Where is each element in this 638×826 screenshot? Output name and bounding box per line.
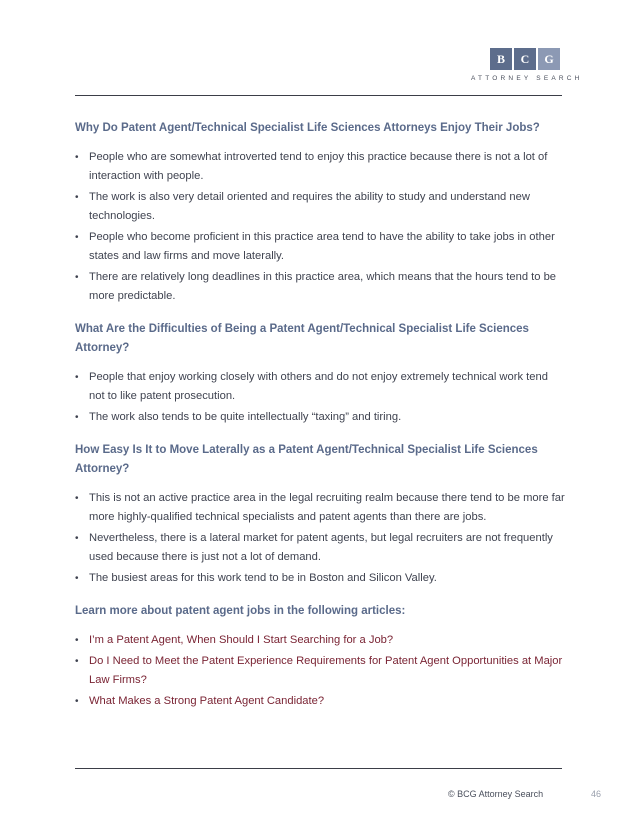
footer-divider <box>75 768 562 769</box>
footer-copyright: © BCG Attorney Search <box>448 789 544 799</box>
article-link[interactable]: • I’m a Patent Agent, When Should I Start Searching for a Job? <box>75 631 565 650</box>
list-item: • The work is also very detail oriented and requires the ability to study and understand new technologies. <box>75 188 565 226</box>
list-item: • People who become proficient in this practice area tend to have the ability to take jobs in other states and law firms and move laterally. <box>75 228 565 266</box>
logo-letter-g: G <box>538 48 560 70</box>
section-heading: How Easy Is It to Move Laterally as a Patent Agent/Technical Specialist Life Sciences Attorney? <box>75 444 538 475</box>
bullet-list <box>75 148 565 306</box>
logo-letters <box>490 48 591 70</box>
section-lateral <box>75 441 565 588</box>
articles-heading: Learn more about patent agent jobs in the following articles: <box>75 605 406 617</box>
logo-tagline: ATTORNEY SEARCH <box>471 75 583 82</box>
section-enjoy <box>75 119 565 306</box>
header-divider <box>75 95 562 96</box>
logo-letter-c: C <box>514 48 536 70</box>
bullet-list <box>75 368 565 427</box>
article-link[interactable]: • Do I Need to Meet the Patent Experience Requirements for Patent Agent Opportunities at Major Law Firms? <box>75 652 565 690</box>
section-difficulties <box>75 320 565 427</box>
section-heading: Why Do Patent Agent/Technical Specialist Life Sciences Attorneys Enjoy Their Jobs? <box>75 122 540 134</box>
bullet-list <box>75 489 565 588</box>
list-item: • Nevertheless, there is a lateral market for patent agents, but legal recruiters are not frequently used because there is just not a lot of demand. <box>75 529 565 567</box>
section-heading: What Are the Difficulties of Being a Patent Agent/Technical Specialist Life Sciences Attorney? <box>75 323 529 354</box>
section-articles <box>75 602 565 711</box>
bcg-logo <box>471 48 591 82</box>
list-item: • The work also tends to be quite intellectually “taxing” and tiring. <box>75 408 565 427</box>
list-item: • This is not an active practice area in the legal recruiting realm because there tend to be more far more highly-qualified technical specialists and patent agents than there are jobs. <box>75 489 565 527</box>
main-content <box>75 119 565 725</box>
list-item: • There are relatively long deadlines in this practice area, which means that the hours tend to be more predictable. <box>75 268 565 306</box>
page-number: 46 <box>591 789 602 799</box>
logo-letter-b: B <box>490 48 512 70</box>
list-item: • People who are somewhat introverted tend to enjoy this practice because there is not a lot of interaction with people. <box>75 148 565 186</box>
article-link[interactable]: • What Makes a Strong Patent Agent Candidate? <box>75 692 565 711</box>
list-item: • The busiest areas for this work tend to be in Boston and Silicon Valley. <box>75 569 565 588</box>
list-item: • People that enjoy working closely with others and do not enjoy extremely technical work tend not to like patent prosecution. <box>75 368 565 406</box>
article-link-list <box>75 631 565 711</box>
